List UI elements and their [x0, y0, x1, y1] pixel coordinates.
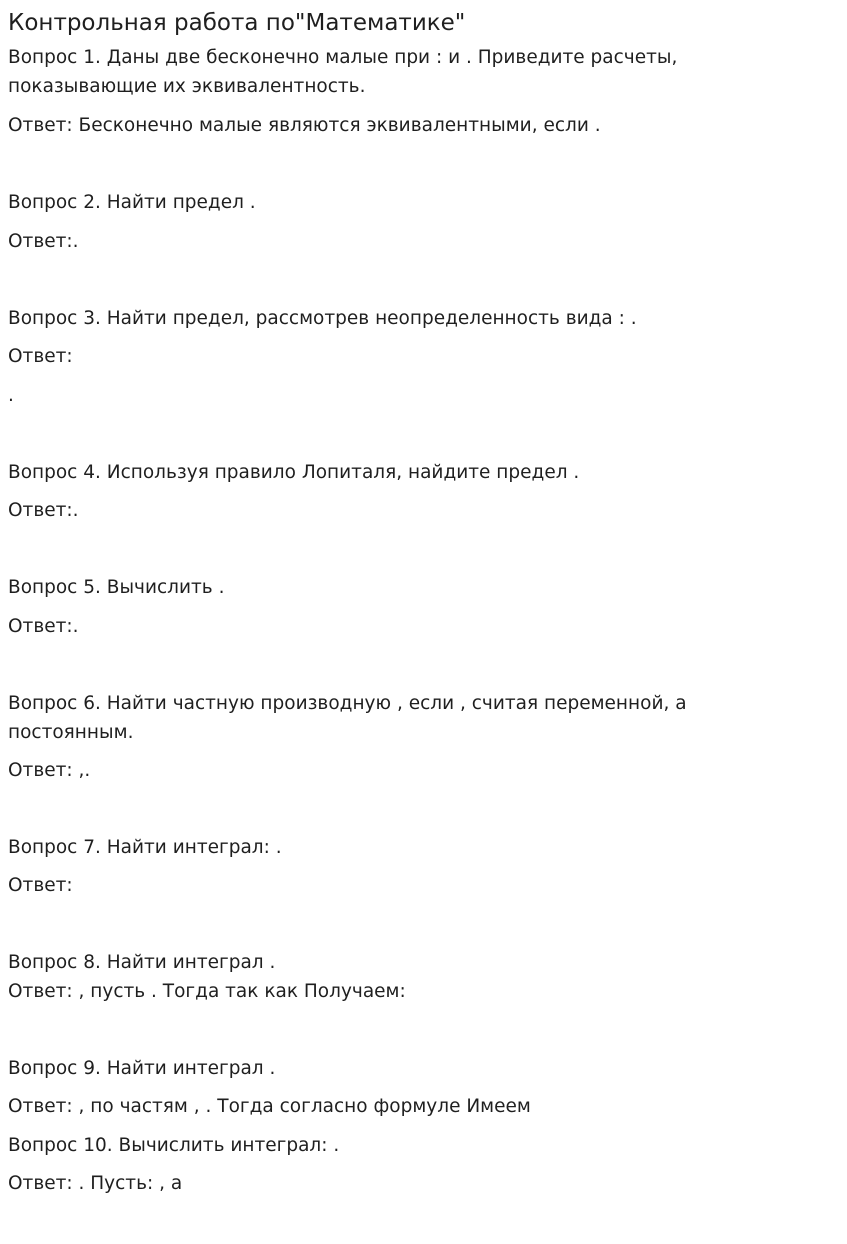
answer-1: Ответ: Бесконечно малые являются эквивалентными, если .: [8, 115, 601, 136]
question-3: Вопрос 3. Найти предел, рассмотрев неопределенность вида : .: [8, 308, 637, 329]
question-9: Вопрос 9. Найти интеграл .: [8, 1058, 276, 1079]
question-7: Вопрос 7. Найти интеграл: .: [8, 837, 282, 858]
answer-9: Ответ: , по частям , . Тогда согласно формуле Имеем: [8, 1096, 531, 1117]
answer-3: Ответ:: [8, 346, 73, 367]
question-1: Вопрос 1. Даны две бесконечно малые при : и . Приведите расчеты, показывающие их эквивалентность.: [8, 47, 678, 97]
answer-8: Ответ: , пусть . Тогда так как Получаем:: [8, 981, 406, 1002]
answer-5: Ответ:.: [8, 616, 79, 637]
answer-4: Ответ:.: [8, 500, 79, 521]
answer-6: Ответ: ,.: [8, 760, 91, 781]
question-6: Вопрос 6. Найти частную производную , если , считая переменной, а постоянным.: [8, 693, 687, 743]
question-2: Вопрос 2. Найти предел .: [8, 192, 256, 213]
answer-3-line-2: .: [8, 385, 14, 406]
question-5: Вопрос 5. Вычислить .: [8, 577, 225, 598]
page-title: Контрольная работа по"Математике": [8, 10, 466, 36]
question-10: Вопрос 10. Вычислить интеграл: .: [8, 1135, 340, 1156]
question-8: Вопрос 8. Найти интеграл .: [8, 952, 276, 973]
answer-10: Ответ: . Пусть: , а: [8, 1173, 183, 1194]
answer-2: Ответ:.: [8, 231, 79, 252]
answer-7: Ответ:: [8, 875, 73, 896]
question-4: Вопрос 4. Используя правило Лопиталя, найдите предел .: [8, 462, 580, 483]
